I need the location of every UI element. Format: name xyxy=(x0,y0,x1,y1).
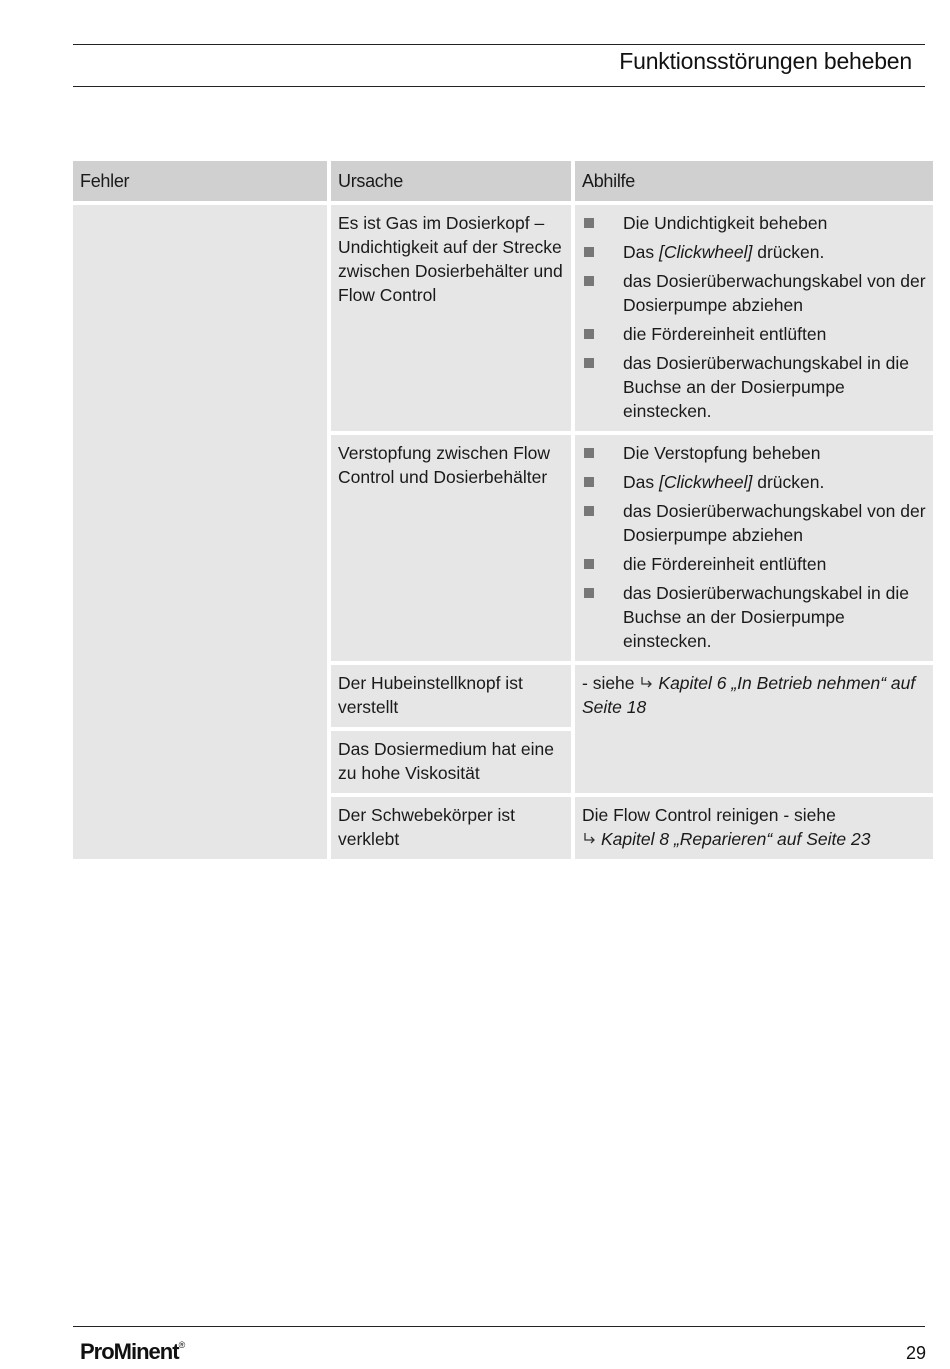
list-item: Die Undichtigkeit beheben xyxy=(582,211,926,235)
column-header-ursache: Ursache xyxy=(331,161,571,201)
ursache-cell: Es ist Gas im Dosierkopf – Undichtigkeit auf der Strecke zwischen Dosierbehälter und Flow Control xyxy=(331,205,571,431)
cross-reference-arrow-icon xyxy=(582,832,598,846)
list-item: das Dosierüberwachungskabel in die Buchse an der Dosierpumpe einstecken. xyxy=(582,581,926,653)
list-item: das Dosierüberwachungskabel von der Dosierpumpe abziehen xyxy=(582,499,926,547)
square-bullet-icon xyxy=(584,559,594,569)
abhilfe-cell: - siehe Kapitel 6 „In Betrieb nehmen“ auf Seite 18 xyxy=(575,665,933,793)
square-bullet-icon xyxy=(584,506,594,516)
square-bullet-icon xyxy=(584,477,594,487)
ursache-cell: Verstopfung zwischen Flow Control und Dosierbehälter xyxy=(331,435,571,661)
page-number: 29 xyxy=(905,1343,926,1363)
square-bullet-icon xyxy=(584,588,594,598)
list-item: das Dosierüberwachungskabel in die Buchse an der Dosierpumpe einstecken. xyxy=(582,351,926,423)
list-item: Das [Clickwheel] drücken. xyxy=(582,470,926,494)
list-item: die Fördereinheit entlüften xyxy=(582,322,926,346)
troubleshooting-table xyxy=(69,157,937,863)
square-bullet-icon xyxy=(584,448,594,458)
abhilfe-steps xyxy=(582,441,926,653)
abhilfe-cell xyxy=(575,435,933,661)
square-bullet-icon xyxy=(584,358,594,368)
list-item: das Dosierüberwachungskabel von der Dosierpumpe abziehen xyxy=(582,269,926,317)
ursache-cell: Der Hubeinstellknopf ist verstellt xyxy=(331,665,571,727)
abhilfe-steps xyxy=(582,211,926,423)
chapter-reference-link[interactable]: Kapitel 6 „In Betrieb nehmen“ auf Seite 18 xyxy=(582,673,916,717)
square-bullet-icon xyxy=(584,218,594,228)
cross-reference-arrow-icon xyxy=(639,676,655,690)
abhilfe-cell xyxy=(575,205,933,431)
square-bullet-icon xyxy=(584,247,594,257)
header-bottom-rule xyxy=(73,86,925,87)
clickwheel-term: [Clickwheel] xyxy=(658,472,753,492)
chapter-reference-link[interactable]: Kapitel 8 „Reparieren“ auf Seite 23 xyxy=(601,829,871,849)
ursache-cell: Der Schwebekörper ist verklebt xyxy=(331,797,571,859)
fehler-cell xyxy=(73,205,327,859)
table-row xyxy=(73,205,933,431)
column-header-abhilfe: Abhilfe xyxy=(575,161,933,201)
column-header-fehler: Fehler xyxy=(73,161,327,201)
prominent-logo: ProMinent® xyxy=(80,1339,185,1364)
list-item: Das [Clickwheel] drücken. xyxy=(582,240,926,264)
clickwheel-term: [Clickwheel] xyxy=(658,242,753,262)
list-item: die Fördereinheit entlüften xyxy=(582,552,926,576)
footer-rule xyxy=(73,1326,925,1327)
abhilfe-cell: Die Flow Control reinigen - siehe Kapitel 8 „Reparieren“ auf Seite 23 xyxy=(575,797,933,859)
table-header-row xyxy=(73,161,933,201)
header-top-rule xyxy=(73,44,925,45)
list-item: Die Verstopfung beheben xyxy=(582,441,926,465)
square-bullet-icon xyxy=(584,276,594,286)
page-title: Funktionsstörungen beheben xyxy=(619,48,912,74)
ursache-cell: Das Dosiermedium hat eine zu hohe Viskosität xyxy=(331,731,571,793)
square-bullet-icon xyxy=(584,329,594,339)
